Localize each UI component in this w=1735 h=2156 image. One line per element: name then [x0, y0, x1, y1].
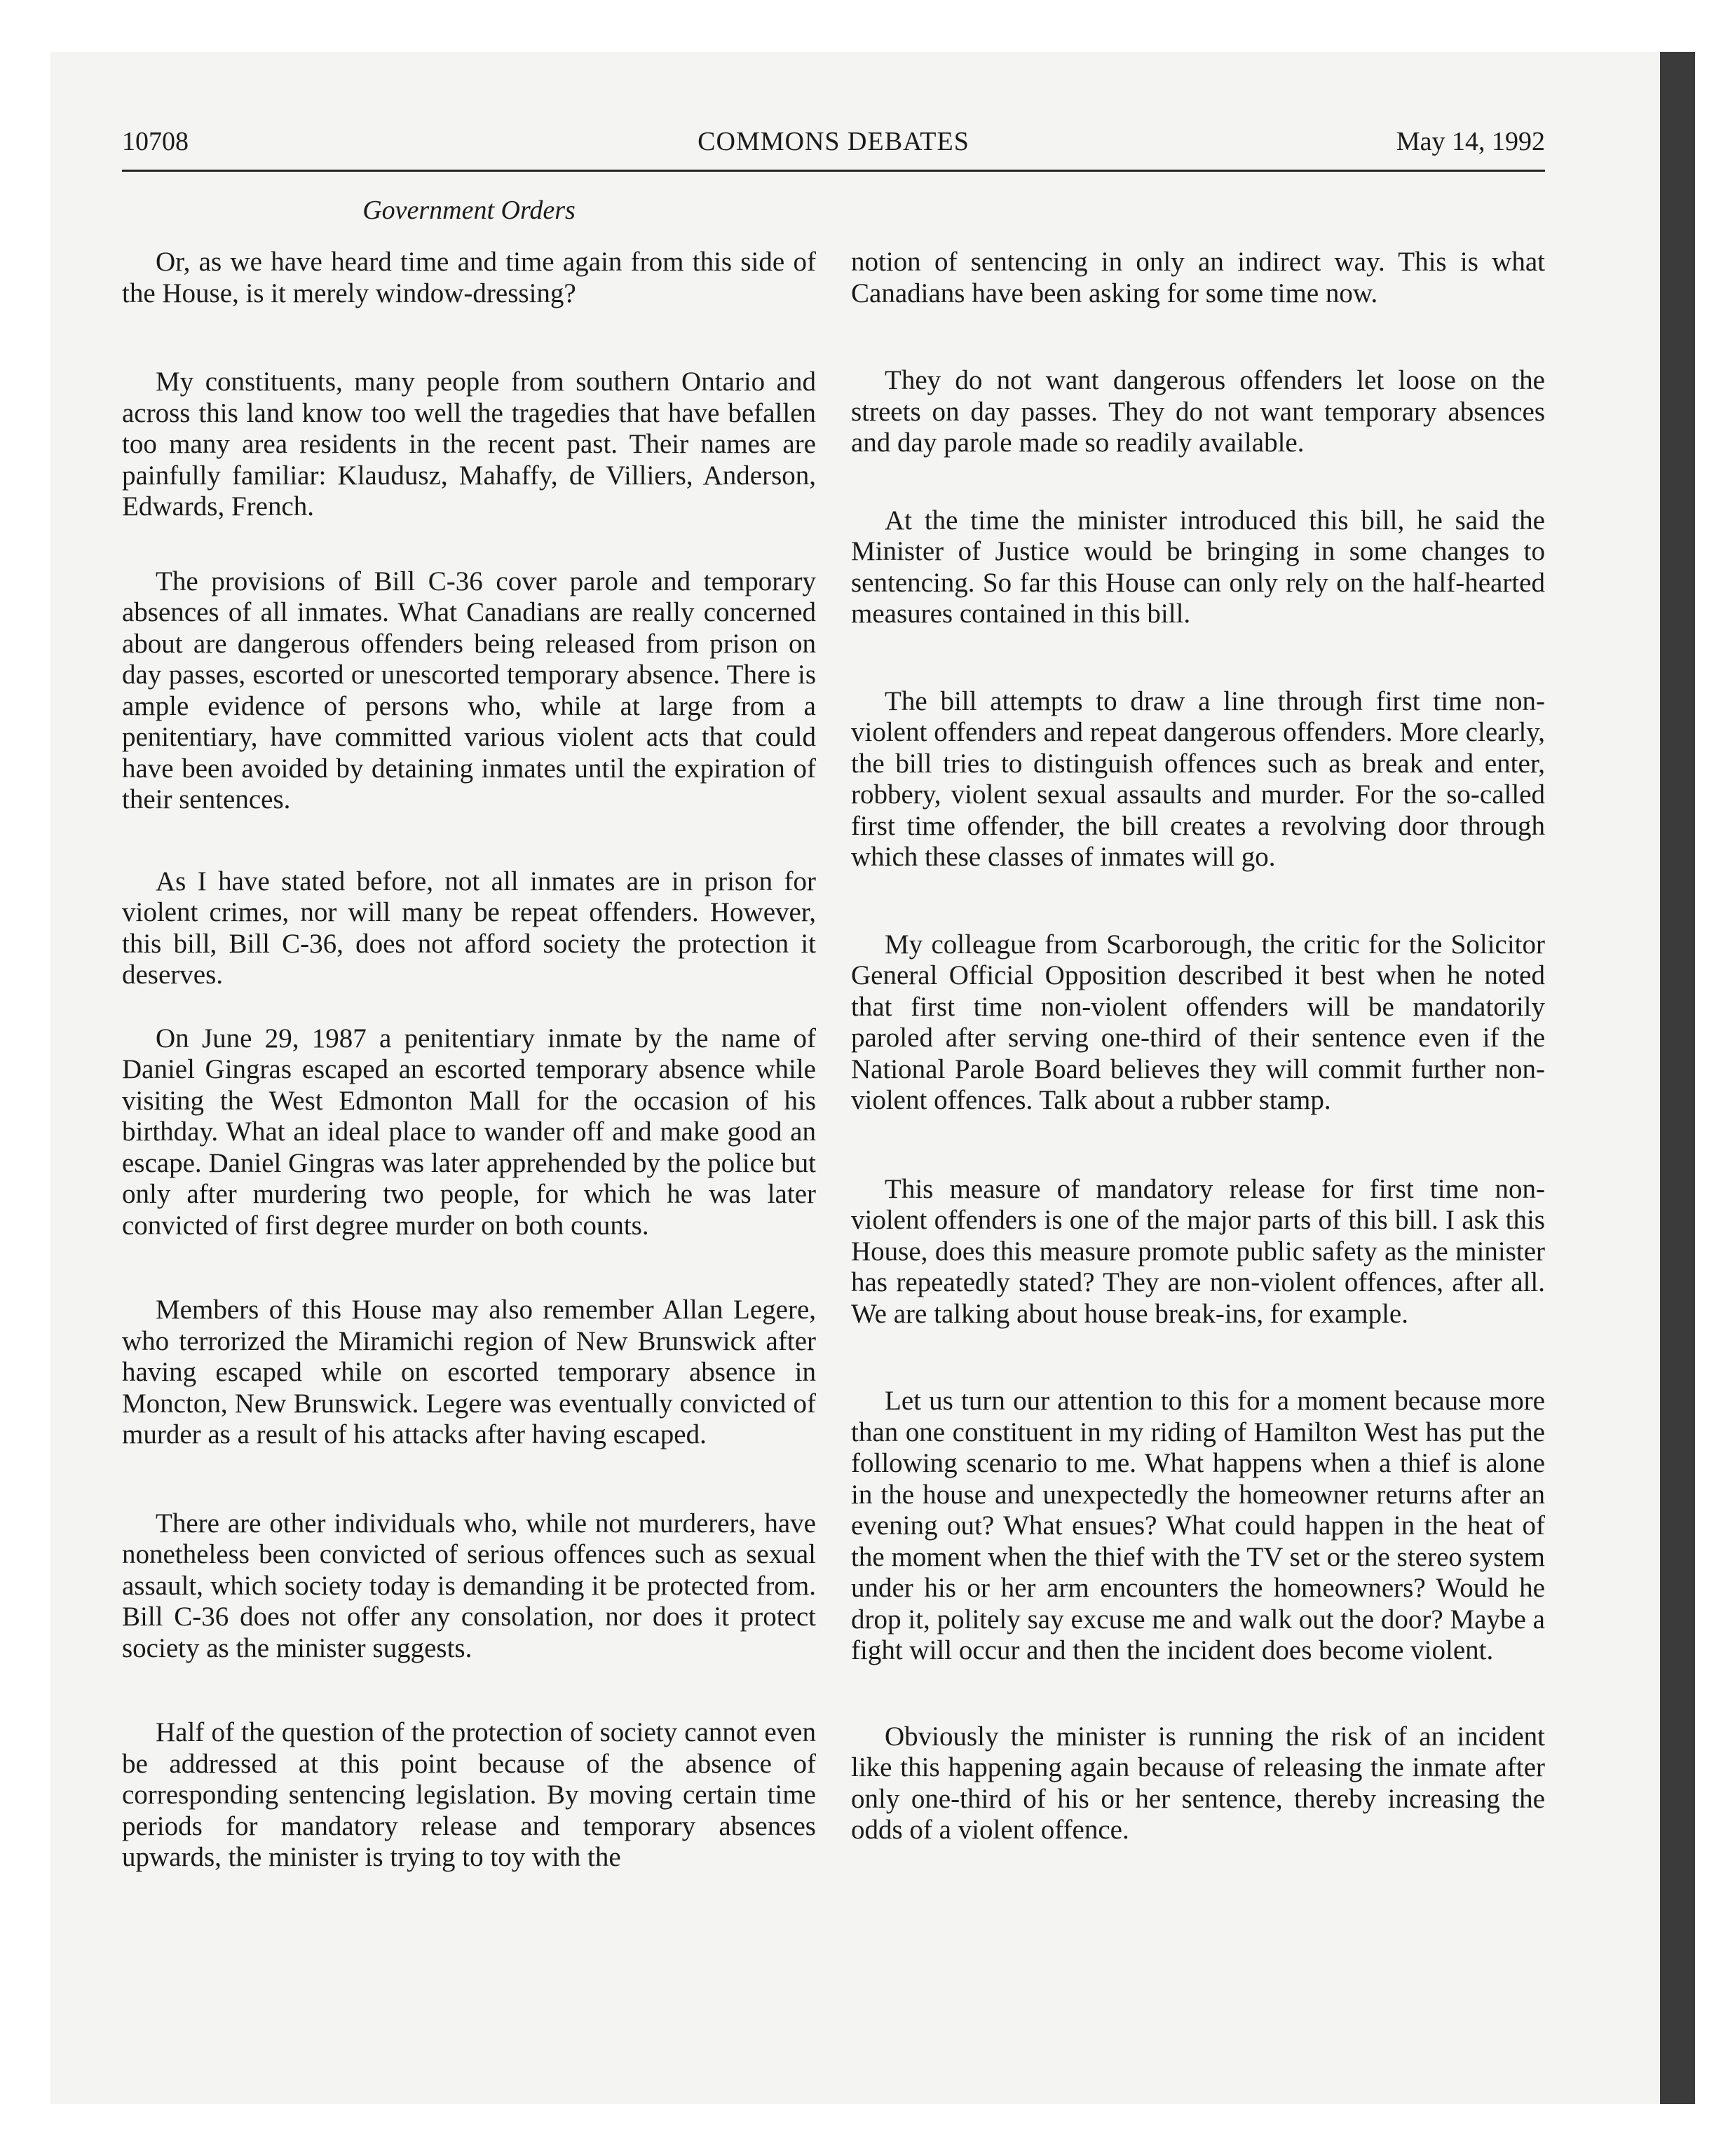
paragraph: The provisions of Bill C-36 cover parole and temporary absences of all inmates. What Canadians are really concerned about are dangerous offenders being released from prison on day passes, escorted or unescorted temporary absence. There is ample evidence of persons who, while at large from a penitentiary, have committed various violent acts that could have been avoided by detaining inmates until the expiration of their sentences. — [122, 566, 816, 814]
paragraph: My constituents, many people from southern Ontario and across this land know too well the tragedies that have befallen too many area residents in the recent past. Their names are painfully familiar: Klaudusz, Mahaffy, de Villiers, Anderson, Edwards, French. — [122, 367, 816, 521]
section-title: Government Orders — [362, 196, 576, 225]
page-number: 10708 — [122, 127, 189, 156]
publication-title: COMMONS DEBATES — [698, 127, 969, 156]
page-header — [122, 119, 1545, 172]
paragraph: Members of this House may also remember Allan Legere, who terrorized the Miramichi region of New Brunswick after having escaped while on escorted temporary absence in Moncton, New Brunswick. Legere was eventually convicted of murder as a result of his attacks after having escaped. — [122, 1295, 816, 1449]
paragraph: Obviously the minister is running the risk of an incident like this happening again because of releasing the inmate after only one-third of his or her sentence, thereby increasing the odds of a violent offence. — [851, 1721, 1545, 1845]
publication-date: May 14, 1992 — [1396, 127, 1545, 156]
paragraph: Half of the question of the protection of society cannot even be addressed at this point because of the absence of corresponding sentencing legislation. By moving certain time periods for mandatory release and temporary absences upwards, the minister is trying to toy with the — [122, 1717, 816, 1872]
paragraph: Or, as we have heard time and time again from this side of the House, is it merely window-dressing? — [122, 247, 816, 308]
paragraph: There are other individuals who, while not murderers, have nonetheless been convicted of serious offences such as sexual assault, which society today is demanding it be protected from. Bill C-36 does not offer any consolation, nor does it protect society as the minister suggests. — [122, 1508, 816, 1663]
paragraph: At the time the minister introduced this bill, he said the Minister of Justice would be bringing in some changes to sentencing. So far this House can only rely on the half-hearted measures contained in this bill. — [851, 505, 1545, 629]
paragraph: My colleague from Scarborough, the critic for the Solicitor General Official Opposition described it best when he noted that first time non-violent offenders will be mandatorily paroled after serving one-third of their sentence even if the National Parole Board believes they will commit further non-violent offences. Talk about a rubber stamp. — [851, 929, 1545, 1115]
paragraph: Let us turn our attention to this for a moment because more than one constituent in my riding of Hamilton West has put the following scenario to me. What happens when a thief is alone in the house and unexpectedly the homeowner returns after an evening out? What ensues? What could happen in the heat of the moment when the thief with the TV set or the stereo system under his or her arm encounters the homeowners? Would he drop it, politely say excuse me and walk out the door? Maybe a fight will occur and then the incident does become violent. — [851, 1386, 1545, 1665]
scan-edge-shadow — [1660, 52, 1695, 2104]
paragraph: As I have stated before, not all inmates are in prison for violent crimes, nor will many be repeat offenders. However, this bill, Bill C-36, does not afford society the protection it deserves. — [122, 866, 816, 990]
paragraph: They do not want dangerous offenders let loose on the streets on day passes. They do not want temporary absences and day parole made so readily available. — [851, 365, 1545, 458]
paragraph: On June 29, 1987 a penitentiary inmate by the name of Daniel Gingras escaped an escorted temporary absence while visiting the West Edmonton Mall for the occasion of his birthday. What an ideal place to wander off and make good an escape. Daniel Gingras was later apprehended by the police but only after murdering two people, for which he was later convicted of first degree murder on both counts. — [122, 1023, 816, 1241]
left-column — [122, 247, 816, 1913]
paragraph: This measure of mandatory release for first time non-violent offenders is one of the major parts of this bill. I ask this House, does this measure promote public safety as the minister has repeatedly stated? They are non-violent offences, after all. We are talking about house break-ins, for example. — [851, 1173, 1545, 1329]
paragraph: The bill attempts to draw a line through first time non-violent offenders and repeat dangerous offenders. More clearly, the bill tries to distinguish offences such as break and enter, robbery, violent sexual assaults and murder. For the so-called first time offender, the bill creates a revolving door through which these classes of inmates will go. — [851, 685, 1545, 872]
paragraph: notion of sentencing in only an indirect way. This is what Canadians have been asking for some time now. — [851, 247, 1545, 308]
right-column — [851, 247, 1545, 1885]
